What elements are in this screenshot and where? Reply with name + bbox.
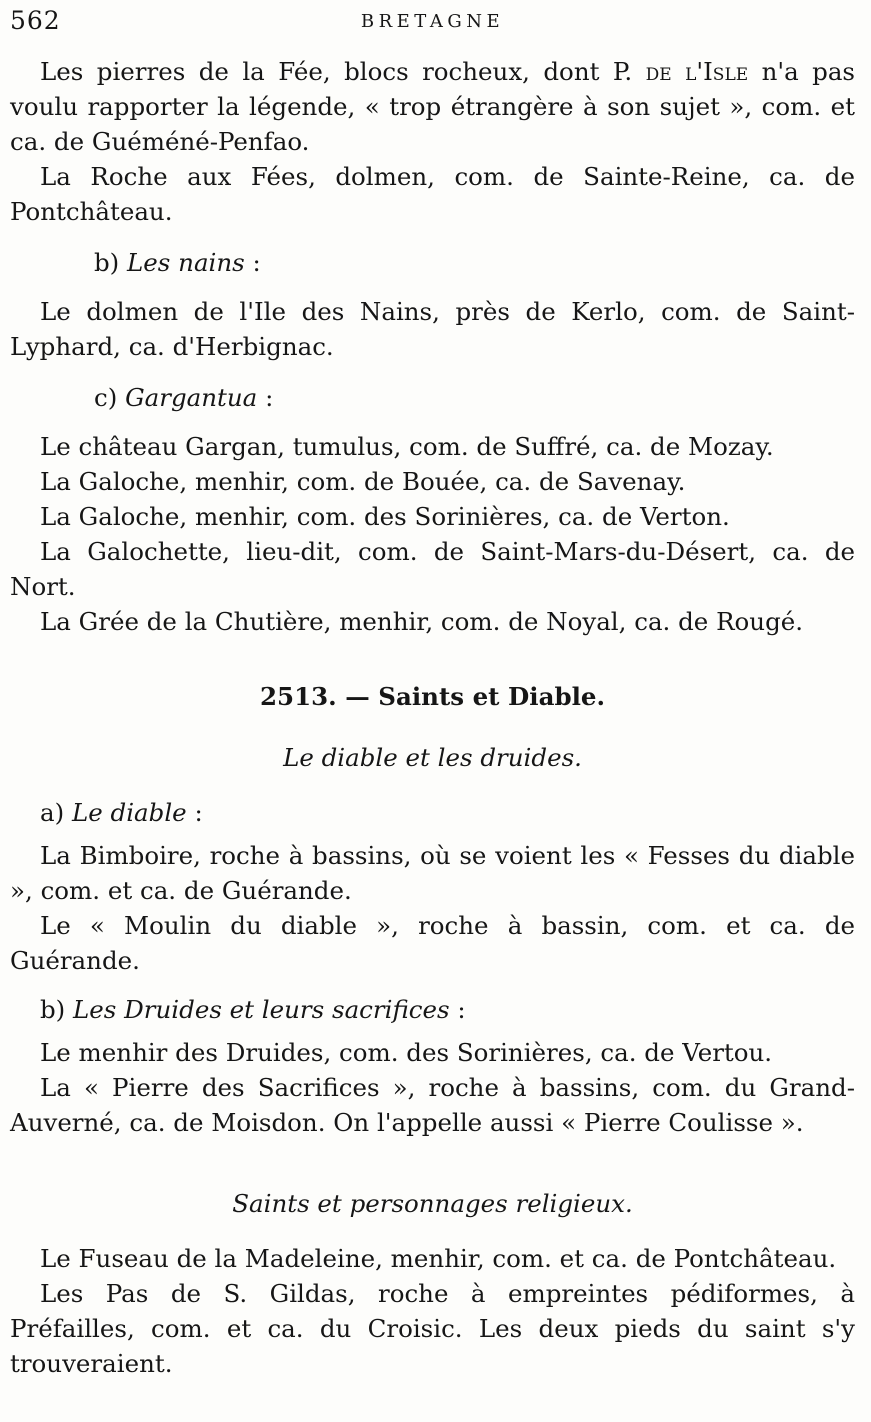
para-bimboire: La Bimboire, roche à bassins, où se voient les « Fesses du diable », com. et ca. de Guérande.: [10, 841, 855, 905]
heading-prefix: c): [94, 383, 126, 412]
heading-suffix: :: [449, 995, 466, 1024]
page-number: 562: [10, 6, 61, 35]
heading-gargantua: [94, 380, 855, 415]
heading-prefix: b): [40, 995, 74, 1024]
para-fuseau-madeleine: Le Fuseau de la Madeleine, menhir, com. et ca. de Pontchâteau.: [40, 1244, 837, 1273]
section-heading-2513: 2513. — Saints et Diable.: [259, 682, 606, 711]
para-dolmen-ile-des-nains: Le dolmen de l'Ile des Nains, près de Kerlo, com. de Saint-Lyphard, ca. d'Herbignac.: [10, 297, 855, 361]
para-pierres-de-la-fee: [10, 54, 855, 159]
heading-title: Le diable: [71, 798, 187, 827]
running-title: BRETAGNE: [360, 11, 505, 32]
para-pas-de-s-gildas: Les Pas de S. Gildas, roche à empreintes pédiformes, à Préfailles, com. et ca. du Croisic. Les deux pieds du saint s'y trouveraient.: [10, 1279, 855, 1378]
heading-les-nains: [94, 245, 855, 280]
para-menhir-druides: Le menhir des Druides, com. des Sorinières, ca. de Vertou.: [40, 1038, 773, 1067]
para-roche-aux-fees: La Roche aux Fées, dolmen, com. de Sainte-Reine, ca. de Pontchâteau.: [10, 162, 855, 226]
subheading-saints-personnages: Saints et personnages religieux.: [232, 1189, 633, 1218]
para-text-lead: Les pierres de la Fée, blocs rocheux, dont P.: [40, 57, 646, 86]
heading-suffix: :: [186, 798, 203, 827]
para-moulin-du-diable: Le « Moulin du diable », roche à bassin, com. et ca. de Guérande.: [10, 911, 855, 975]
para-galochette: La Galochette, lieu-dit, com. de Saint-Mars-du-Désert, ca. de Nort.: [10, 537, 855, 601]
heading-prefix: b): [94, 248, 128, 277]
para-galoche-sorinieres: La Galoche, menhir, com. des Sorinières, ca. de Verton.: [40, 502, 730, 531]
subheading-diable-et-druides: Le diable et les druides.: [283, 743, 582, 772]
heading-suffix: :: [244, 248, 261, 277]
page-header: [10, 6, 855, 38]
heading-suffix: :: [257, 383, 274, 412]
para-galoche-bouee: La Galoche, menhir, com. de Bouée, ca. de Savenay.: [40, 467, 686, 496]
author-name-smallcaps: de l'Isle: [645, 57, 749, 86]
para-text-rest: n'a pas voulu rapporter la légende, « trop étrangère à son sujet », com. et ca. de Guéméné-Penfao.: [10, 57, 856, 156]
para-gree-chutiere: La Grée de la Chutière, menhir, com. de Noyal, ca. de Rougé.: [40, 607, 804, 636]
heading-le-diable: [10, 795, 855, 830]
para-chateau-gargan: Le château Gargan, tumulus, com. de Suffré, ca. de Mozay.: [40, 432, 774, 461]
heading-prefix: a): [40, 798, 72, 827]
para-pierre-des-sacrifices: La « Pierre des Sacrifices », roche à bassins, com. du Grand-Auverné, ca. de Moisdon. On l'appelle aussi « Pierre Coulisse ».: [10, 1073, 855, 1137]
heading-title: Les Druides et leurs sacrifices: [73, 995, 450, 1024]
heading-title: Gargantua: [125, 383, 258, 412]
heading-druides-sacrifices: [10, 992, 855, 1027]
heading-title: Les nains: [127, 248, 245, 277]
